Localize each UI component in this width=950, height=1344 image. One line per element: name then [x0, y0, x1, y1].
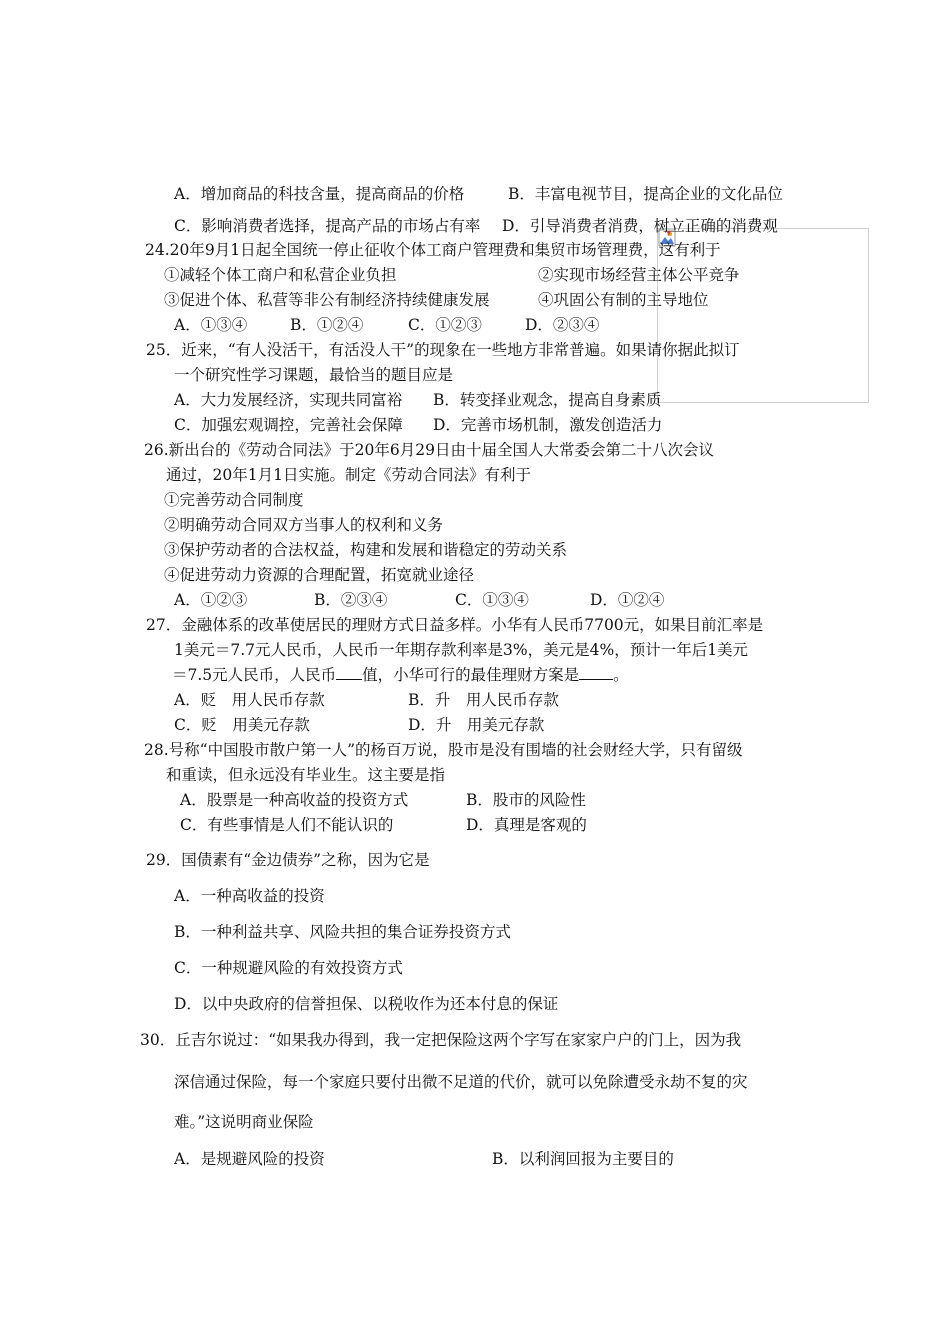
- q29-option-a: A．一种高收益的投资: [174, 887, 325, 905]
- q28-option-b: B．股市的风险性: [466, 791, 586, 809]
- q28-option-c: C．有些事情是人们不能认识的: [180, 816, 394, 834]
- q26-statement-2: ②明确劳动合同双方当事人的权利和义务: [164, 516, 444, 534]
- q27-option-b: B．升 用人民币存款: [408, 691, 559, 709]
- q25-option-a: A．大力发展经济，实现共同富裕: [174, 391, 403, 409]
- q25-stem-line-1: 25．近来，“有人没活干，有活没人干”的现象在一些地方非常普遍。如果请你据此拟订: [146, 341, 740, 359]
- q26-stem-line-2: 通过，20年1月1日实施。制定《劳动合同法》有利于: [166, 466, 531, 484]
- q24-statement-1: ①减轻个体工商户和私营企业负担: [164, 266, 397, 284]
- q27-blank-2: [579, 665, 613, 680]
- q27-stem-line-1: 27．金融体系的改革使居民的理财方式日益多样。小华有人民币7700元，如果目前汇率是: [146, 616, 764, 634]
- q26-option-a: A．①②③: [174, 591, 248, 609]
- q27-option-a: A．贬 用人民币存款: [174, 691, 325, 709]
- q26-option-c: C．①③④: [455, 591, 529, 609]
- q30-stem-line-2: 深信通过保险，每一个家庭只要付出微不足道的代价，就可以免除遭受永劫不复的灾: [174, 1073, 748, 1091]
- q25-option-d: D．完善市场机制，激发创造活力: [433, 416, 663, 434]
- q24-statement-2: ②实现市场经营主体公平竞争: [538, 266, 740, 284]
- q24-statement-4: ④巩固公有制的主导地位: [538, 291, 709, 309]
- q24-statement-3: ③促进个体、私营等非公有制经济持续健康发展: [164, 291, 490, 309]
- q25-stem-line-2: 一个研究性学习课题，最恰当的题目应是: [174, 366, 454, 384]
- q27-stem-part-b: 值，小华可行的最佳理财方案是: [362, 666, 580, 684]
- q29-stem: 29．国债素有“金边债券”之称，因为它是: [146, 851, 430, 869]
- q28-option-d: D．真理是客观的: [466, 816, 587, 834]
- q27-option-d: D．升 用美元存款: [408, 716, 545, 734]
- q27-option-c: C．贬 用美元存款: [174, 716, 310, 734]
- q26-option-b: B．②③④: [314, 591, 388, 609]
- q26-stem-line-1: 26.新出台的《劳动合同法》于20年6月29日由十届全国人大常委会第二十八次会议: [144, 441, 714, 459]
- q27-stem-line-2: 1美元＝7.7元人民币，人民币一年期存款利率是3%，美元是4%，预计一年后1美元: [174, 641, 749, 659]
- q28-stem-line-1: 28.号称“中国股市散户第一人”的杨百万说，股市是没有围墙的社会财经大学，只有留级: [144, 741, 743, 759]
- q26-statement-1: ①完善劳动合同制度: [164, 491, 304, 509]
- q26-option-d: D．①②④: [590, 591, 665, 609]
- q28-stem-line-2: 和重读，但永远没有毕业生。这主要是指: [166, 766, 446, 784]
- q23-option-b: B．丰富电视节目，提高企业的文化品位: [508, 185, 783, 203]
- q27-blank-1: [336, 665, 362, 680]
- q27-stem-part-c: 。: [613, 666, 629, 684]
- q25-option-c: C．加强宏观调控，完善社会保障: [174, 416, 403, 434]
- q30-option-a: A．是规避风险的投资: [174, 1150, 325, 1168]
- q23-option-d: D．引导消费者消费，树立正确的消费观: [502, 217, 778, 235]
- q29-option-c: C．一种规避风险的有效投资方式: [174, 959, 403, 977]
- q30-stem-line-1: 30．丘吉尔说过：“如果我办得到，我一定把保险这两个字写在家家户户的门上，因为我: [140, 1031, 742, 1049]
- q30-option-b: B．以利润回报为主要目的: [492, 1150, 674, 1168]
- q26-statement-3: ③保护劳动者的合法权益，构建和发展和谐稳定的劳动关系: [164, 541, 568, 559]
- q25-option-b: B．转变择业观念，提高自身素质: [433, 391, 662, 409]
- q26-statement-4: ④促进劳动力资源的合理配置，拓宽就业途径: [164, 566, 475, 584]
- q29-option-d: D．以中央政府的信誉担保、以税收作为还本付息的保证: [174, 995, 559, 1013]
- q24-option-d: D．②③④: [525, 316, 600, 334]
- q24-option-b: B．①②④: [290, 316, 364, 334]
- q28-option-a: A．股票是一种高收益的投资方式: [180, 791, 409, 809]
- q27-stem-line-3: [172, 665, 629, 685]
- q24-option-c: C．①②③: [408, 316, 482, 334]
- q23-option-a: A．增加商品的科技含量，提高商品的价格: [174, 185, 465, 203]
- q24-option-a: A．①③④: [174, 316, 248, 334]
- q24-stem: 24.20年9月1日起全国统一停止征收个体工商户管理费和集贸市场管理费，这有利于: [145, 241, 721, 259]
- q29-option-b: B．一种利益共享、风险共担的集合证券投资方式: [174, 923, 511, 941]
- q30-stem-line-3: 难。”这说明商业保险: [174, 1113, 314, 1131]
- q27-stem-part-a: ＝7.5元人民币，人民币: [172, 666, 337, 684]
- q23-option-c: C．影响消费者选择，提高产品的市场占有率: [174, 217, 481, 235]
